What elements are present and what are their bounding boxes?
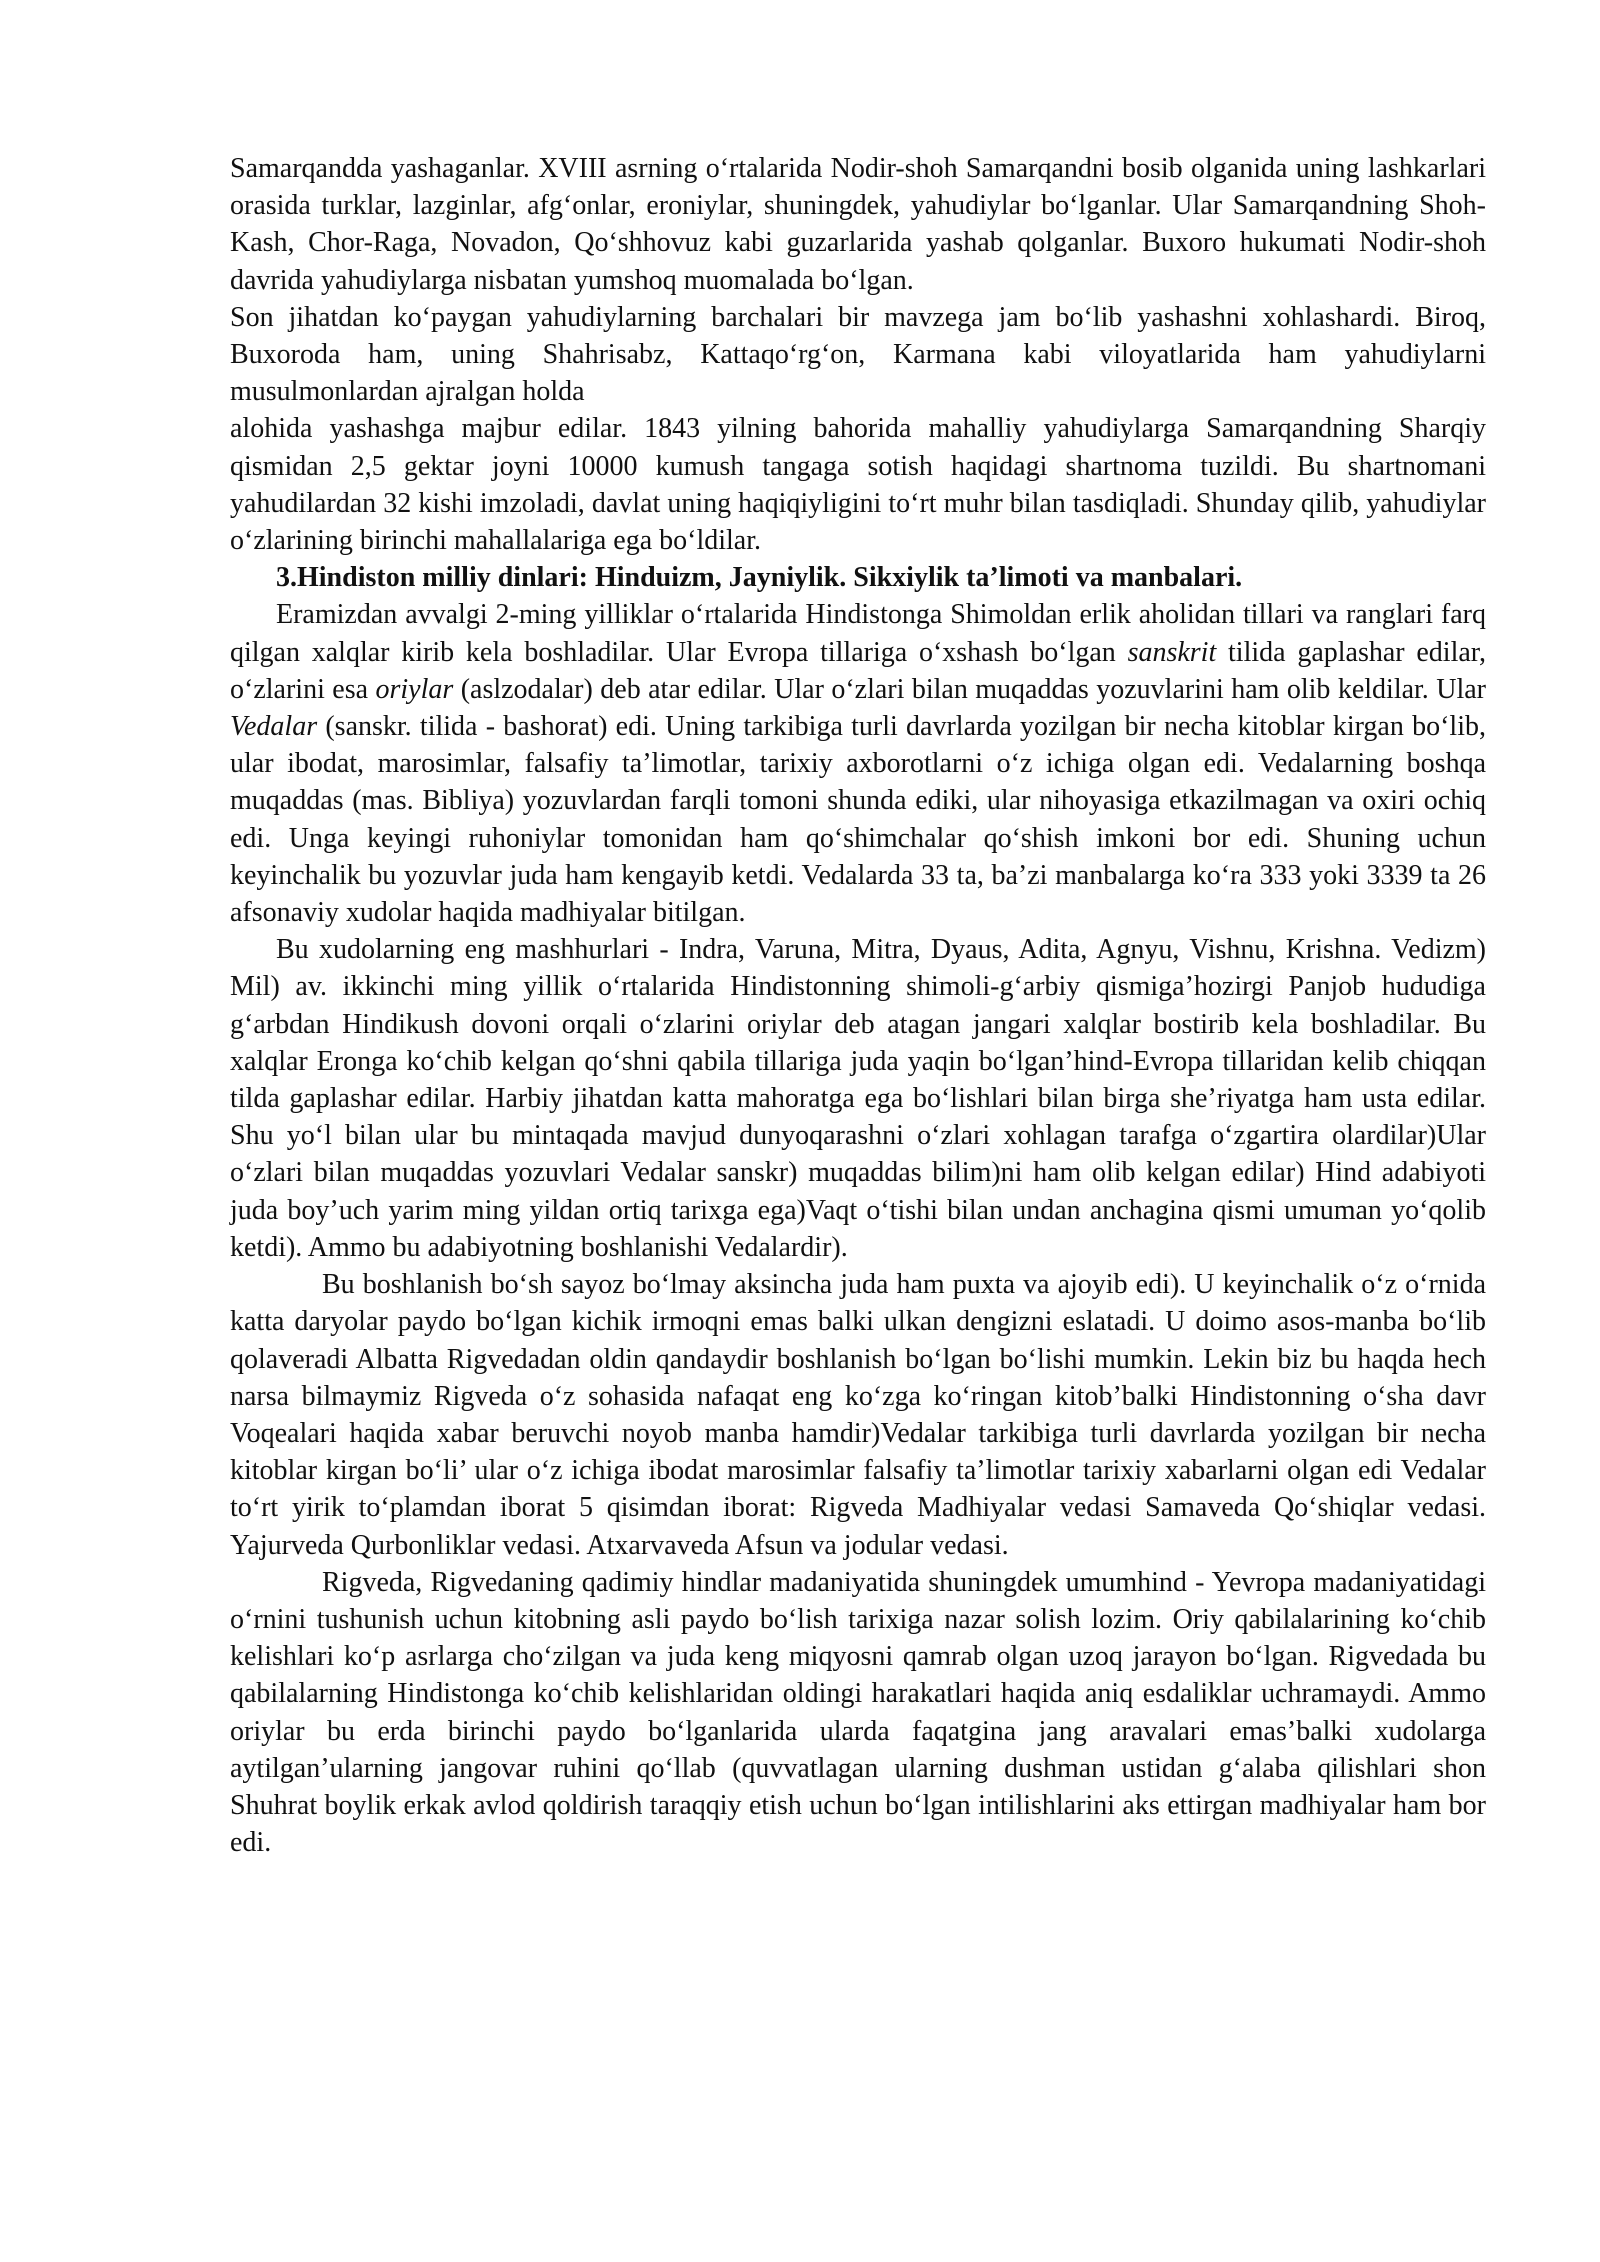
text-run: 3.Hindiston milliy dinlari: Hinduizm, Jayniylik. Sikxiylik ta’limoti va manbalari. <box>276 562 1243 594</box>
paragraph <box>230 1266 1486 1564</box>
italic-term: sanskrit <box>1127 636 1217 668</box>
paragraph <box>230 596 1486 931</box>
text-run: (sanskr. tilida - bashorat) edi. Uning tarkibiga turli davrlarda yozilgan bir necha kitoblar kirgan bo‘lib, ular ibodat, marosimlar, falsafiy ta’limotlar, tarixiy axborotlarni o‘z ichiga olgan edi. Vedalarning boshqa muqaddas (mas. Bibliya) yozuvlardan farqli tomoni shunda ediki, ular nihoyasiga etkazilmagan va oxiri ochiq edi. Unga keyingi ruhoniylar tomonidan ham qo‘shimchalar qo‘shish imkoni bor edi. Shuning uchun keyinchalik bu yozuvlar juda ham kengayib ketdi. Vedalarda 33 ta, ba’zi manbalarga ko‘ra 333 yoki 3339 ta 26 afsonaviy xudolar haqida madhiyalar bitilgan. <box>230 711 1486 929</box>
text-run: Samarqandda yashaganlar. XVIII asrning o‘rtalarida Nodir-shoh Samarqandni bosib olganida uning lashkarlari orasida turklar, lazginlar, afg‘onlar, eroniylar, shuningdek, yahudiylar bo‘lganlar. Ular Samarqandning Shoh-Kash, Chor-Raga, Novadon, Qo‘shhovuz kabi guzarlarida yashab qolganlar. Buxoro hukumati Nodir-shoh davrida yahudiylarga nisbatan yumshoq muomalada bo‘lgan. <box>230 153 1486 296</box>
text-run: tilida gaplashar edilar, o‘zlarini esa <box>230 636 1486 705</box>
paragraph <box>230 931 1486 1266</box>
text-run: Bu xudolarning eng mashhurlari - Indra, Varuna, Mitra, Dyaus, Adita, Agnyu, Vishnu, Krishna. Vedizm) Mil) av. ikkinchi ming yillik o‘rtalarida Hindistonning shimoli-g‘arbiy qismiga’hozirgi Panjob hududiga g‘arbdan Hindikush dovoni orqali o‘zlarini oriylar deb atagan jangari xalqlar bostirib kela boshladilar. Bu xalqlar Eronga ko‘chib kelgan qo‘shni qabila tillariga juda yaqin bo‘lgan’hind-Evropa tillaridan kelib chiqqan tilda gaplashar edilar. Harbiy jihatdan katta mahoratga ega bo‘lishlari bilan birga she’riyatga ham usta edilar. Shu yo‘l bilan ular bu mintaqada mavjud dunyoqarashni o‘zlari xohlagan tarafga o‘zgartira olardilar)Ular o‘zlari bilan muqaddas yozuvlari Vedalar sanskr) muqaddas bilim)ni ham olib kelgan edilar) Hind adabiyoti juda boy’uch yarim ming yildan ortiq tarixga ega)Vaqt o‘tishi bilan undan anchagina qismi umuman yo‘qolib ketdi). Ammo bu adabiyotning boshlanishi Vedalardir). <box>230 934 1486 1263</box>
text-run: (aslzodalar) deb atar edilar. Ular o‘zlari bilan muqaddas yozuvlarini ham olib keldilar. Ular <box>453 673 1486 705</box>
italic-term: oriylar <box>375 673 454 705</box>
paragraph <box>230 150 1486 299</box>
paragraph <box>230 410 1486 559</box>
paragraph <box>230 1564 1486 1862</box>
text-run: Eramizdan avvalgi 2-ming yilliklar o‘rtalarida Hindistonga Shimoldan erlik aholidan tillari va ranglari farq qilgan xalqlar kirib kela boshladilar. Ular Evropa tillariga o‘xshash bo‘lgan <box>230 599 1486 668</box>
italic-term: Vedalar <box>230 711 318 743</box>
text-run: Bu boshlanish bo‘sh sayoz bo‘lmay aksincha juda ham puxta va ajoyib edi). U keyinchalik o‘z o‘rnida katta daryolar paydo bo‘lgan kichik irmoqni emas balki ulkan dengizni eslatadi. U doimo asos-manba bo‘lib qolaveradi Albatta Rigvedadan oldin qandaydir boshlanish bo‘lgan bo‘lishi mumkin. Lekin biz bu haqda hech narsa bilmaymiz Rigveda o‘z sohasida nafaqat eng ko‘zga ko‘ringan kitob’balki Hindistonning o‘sha davr Voqealari haqida xabar beruvchi noyob manba hamdir)Vedalar tarkibiga turli davrlarda yozilgan bir necha kitoblar kirgan bo‘li’ ular o‘z ichiga ibodat marosimlar falsafiy ta’limotlar tarixiy xabarlarni olgan edi Vedalar to‘rt yirik to‘plamdan iborat 5 qisimdan iborat: Rigveda Madhiyalar vedasi Samaveda Qo‘shiqlar vedasi. Yajurveda Qurbonliklar vedasi. Atxarvaveda Afsun va jodular vedasi. <box>230 1269 1486 1561</box>
text-run: Son jihatdan ko‘paygan yahudiylarning barchalari bir mavzega jam bo‘lib yashashni xohlashardi. Biroq, Buxoroda ham, uning Shahrisabz, Kattaqo‘rg‘on, Karmana kabi viloyatlarida ham yahudiylarni musulmonlardan ajralgan holda <box>230 301 1486 408</box>
paragraph <box>230 299 1486 411</box>
text-run: Rigveda, Rigvedaning qadimiy hindlar madaniyatida shuningdek umumhind - Yevropa madaniyatidagi o‘rnini tushunish uchun kitobning asli paydo bo‘lish tarixiga nazar solish lozim. Oriy qabilalarining ko‘chib kelishlari ko‘p asrlarga cho‘zilgan va juda keng miqyosni qamrab olgan uzoq jarayon bo‘lgan. Rigvedada bu qabilalarning Hindistonga ko‘chib kelishlaridan oldingi harakatlari haqida aniq esdaliklar uchramaydi. Ammo oriylar bu erda birinchi paydo bo‘lganlarida ularda faqatgina jang aravalari emas’balki xudolarga aytilgan’ularning jangovar ruhini qo‘llab (quvvatlagan ularning dushman ustidan g‘alaba qilishlari shon Shuhrat boylik erkak avlod qoldirish taraqqiy etish uchun bo‘lgan intilishlarini aks ettirgan madhiyalar ham bor edi. <box>230 1566 1486 1859</box>
section-heading <box>230 559 1486 596</box>
text-run: alohida yashashga majbur edilar. 1843 yilning bahorida mahalliy yahudiylarga Samarqandning Sharqiy qismidan 2,5 gektar joyni 10000 kumush tangaga sotish haqidagi shartnoma tuzildi. Bu shartnomani yahudilardan 32 kishi imzoladi, davlat uning haqiqiyligini to‘rt muhr bilan tasdiqladi. Shunday qilib, yahudiylar o‘zlarining birinchi mahallalariga ega bo‘ldilar. <box>230 413 1486 557</box>
document-body <box>230 150 1486 1861</box>
